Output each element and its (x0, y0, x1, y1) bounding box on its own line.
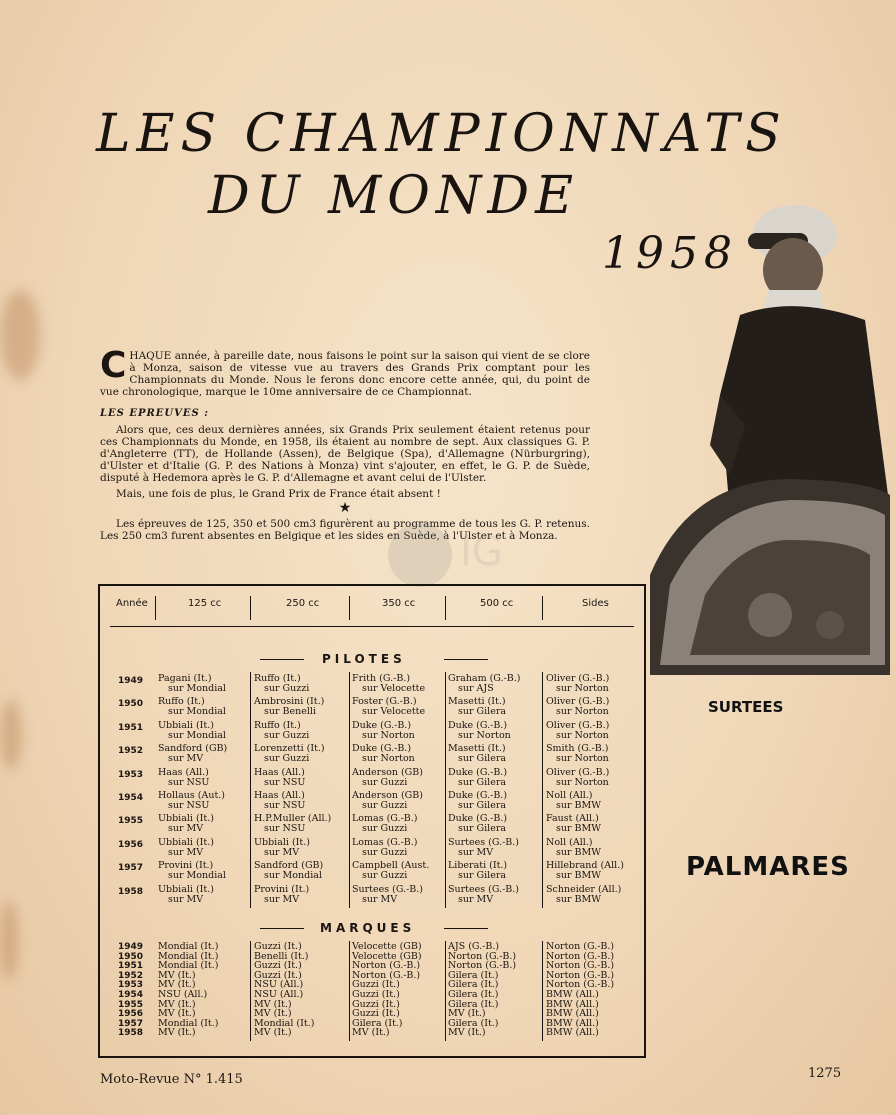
marque-cell: MV (It.) (448, 1008, 486, 1020)
marque-cell: MV (It.) (158, 979, 196, 991)
row-year: 1952 (118, 746, 144, 757)
rider-machine: sur Guzzi (362, 776, 408, 788)
rider-machine: sur MV (458, 893, 494, 905)
marque-cell: BMW (All.) (546, 998, 599, 1010)
row-year: 1953 (118, 980, 144, 991)
rider-machine: sur Mondial (168, 870, 226, 882)
marque-cell: Guzzi (It.) (254, 960, 302, 972)
pilote-cell (546, 674, 609, 694)
marque-cell: MV (It.) (448, 1027, 486, 1039)
rider-name: Noll (All.) (546, 790, 593, 801)
pilote-cell (352, 744, 415, 764)
marque-cell: Gilera (It.) (448, 998, 499, 1010)
rider-name: Masetti (It.) (448, 696, 506, 708)
paper-stain (0, 290, 40, 380)
marque-row (100, 1028, 644, 1038)
marque-cell: MV (It.) (158, 1008, 196, 1020)
rider-machine: sur MV (264, 846, 300, 858)
rider-name: Ubbiali (It.) (254, 836, 310, 848)
rider-machine: sur Norton (458, 729, 511, 741)
rider-machine: sur MV (458, 846, 494, 858)
rider-name: H.P.Muller (All.) (254, 813, 332, 825)
marque-cell: Norton (G.-B.) (448, 950, 517, 962)
rider-name: Ruffo (It.) (254, 719, 301, 731)
svg-text:IG: IG (460, 529, 503, 575)
pilote-cell (352, 697, 425, 717)
marque-cell: MV (It.) (254, 1008, 292, 1020)
rider-name: Haas (All.) (254, 766, 305, 778)
marque-cell: Velocette (GB) (352, 950, 422, 962)
pilotes-rule-left (260, 659, 304, 660)
rider-name: Provini (It.) (254, 883, 310, 895)
marque-cell: Norton (G.-B.) (352, 960, 421, 972)
pilote-row (100, 791, 644, 813)
rider-machine: sur Norton (556, 776, 609, 788)
marque-cell: BMW (All.) (546, 1017, 599, 1029)
marque-cell: Velocette (GB) (352, 941, 422, 952)
rider-machine: sur BMW (556, 800, 602, 811)
marque-cell: Norton (G.-B.) (546, 941, 615, 952)
rider-name: Ruffo (It.) (158, 696, 205, 708)
pilote-row (100, 814, 644, 836)
rider-name: Ambrosini (It.) (254, 696, 325, 708)
footer-publication: Moto-Revue N° 1.415 (100, 1072, 243, 1087)
rider-machine: sur Gilera (458, 870, 507, 882)
rider-name: Ubbiali (It.) (158, 813, 214, 825)
rider-machine: sur BMW (556, 870, 602, 882)
pilote-cell (352, 674, 425, 694)
rider-machine: sur Mondial (168, 683, 226, 694)
row-year: 1957 (118, 863, 144, 874)
marque-cell: Guzzi (It.) (352, 1008, 400, 1020)
rider-machine: sur Mondial (264, 870, 322, 882)
header-350: 350 cc (382, 598, 416, 609)
column-divider (250, 672, 251, 908)
rider-machine: sur Benelli (264, 706, 317, 718)
rider-name: Faust (All.) (546, 813, 599, 825)
rider-name: Duke (G.-B.) (448, 766, 508, 778)
rider-name: Duke (G.-B.) (448, 719, 508, 731)
rider-machine: sur Norton (362, 729, 415, 741)
rider-name: Ruffo (It.) (254, 673, 301, 684)
rider-machine: sur AJS (458, 683, 494, 694)
pilote-cell (158, 838, 214, 858)
header-divider (445, 596, 446, 620)
marque-cell: Benelli (It.) (254, 950, 309, 962)
rider-machine: sur Velocette (362, 683, 426, 694)
marque-cell: Gilera (It.) (448, 969, 499, 981)
marque-cell: MV (It.) (158, 969, 196, 981)
pilotes-rule-right (444, 659, 488, 660)
intro-paragraph-2: Alors que, ces deux dernières années, six Grands Prix seulement étaient retenus pour ces Championnats du Monde, en 1958, ils étaient au nombre de sept. Aux classiques G. P. d'Angleterre (TT), de Hollande (Assen), de Belgique (Spa), d'Allemagne (Nürburgring), d'Ulster et d'Italie (G. P. des Nations à Monza) vint s'ajouter, en effet, le G. P. de Suède, disputé à Hedemora après le G. P. d'Allemagne et avant celui de l'Ulster. (100, 424, 590, 484)
pilote-row (100, 768, 644, 790)
rider-machine: sur BMW (556, 893, 602, 905)
rider-name: Provini (It.) (158, 860, 214, 872)
pilote-cell (448, 721, 511, 741)
row-year: 1956 (118, 839, 144, 850)
rider-name: Duke (G.-B.) (448, 813, 508, 825)
pilote-cell (448, 861, 507, 881)
star-separator: ★ (338, 500, 352, 516)
rider-machine: sur Guzzi (264, 729, 310, 741)
rider-name: Campbell (Aust. (352, 860, 430, 872)
intro-paragraph-1 (100, 345, 590, 398)
row-year: 1953 (118, 769, 144, 780)
rider-machine: sur NSU (168, 800, 210, 811)
pilote-cell (352, 861, 429, 881)
paper-stain (0, 700, 22, 770)
rider-machine: sur MV (362, 893, 398, 905)
rider-name: Graham (G.-B.) (448, 673, 521, 684)
rider-name: Oliver (G.-B.) (546, 696, 610, 708)
row-year: 1957 (118, 1018, 144, 1029)
pilote-cell (254, 814, 331, 834)
rider-machine: sur Gilera (458, 776, 507, 788)
rider-name: Duke (G.-B.) (352, 719, 412, 731)
marque-cell: AJS (G.-B.) (448, 941, 500, 952)
pilote-cell (546, 697, 609, 717)
rider-name: Pagani (It.) (158, 673, 212, 684)
column-divider (349, 672, 350, 908)
rider-name: Hollaus (Aut.) (158, 790, 225, 801)
rider-photo (650, 195, 890, 675)
pilote-cell (254, 674, 309, 694)
rider-name: Ubbiali (It.) (158, 719, 214, 731)
rider-name: Oliver (G.-B.) (546, 673, 610, 684)
pilote-cell (448, 814, 507, 834)
row-year: 1954 (118, 793, 144, 803)
rider-name: Surtees (G.-B.) (448, 836, 520, 848)
marque-cell: Mondial (It.) (158, 941, 219, 952)
column-divider (349, 941, 350, 1041)
pilote-cell (352, 814, 418, 834)
pilote-row (100, 838, 644, 860)
rider-name: Anderson (GB) (352, 766, 423, 778)
pilote-cell (546, 861, 624, 881)
rider-machine: sur Guzzi (362, 846, 408, 858)
pilote-cell (158, 814, 214, 834)
header-divider (542, 596, 543, 620)
marque-cell: BMW (All.) (546, 1008, 599, 1020)
rider-name: Lomas (G.-B.) (352, 836, 418, 848)
row-year: 1955 (118, 816, 144, 827)
pilote-cell (546, 744, 609, 764)
palmares-title: PALMARES (686, 852, 850, 882)
pilote-cell (158, 721, 226, 741)
rider-machine: sur Velocette (362, 706, 426, 718)
marque-cell: NSU (All.) (254, 989, 304, 1000)
intro-paragraph-3: Mais, une fois de plus, le Grand Prix de France était absent ! (116, 488, 441, 500)
row-year: 1951 (118, 961, 144, 972)
palmares-table (98, 584, 646, 1058)
rider-name: Oliver (G.-B.) (546, 719, 610, 731)
rider-name: Lorenzetti (It.) (254, 743, 325, 755)
row-year: 1951 (118, 722, 144, 733)
pilote-cell (254, 721, 309, 741)
rider-name: Surtees (G.-B.) (352, 883, 424, 895)
marque-cell: Mondial (It.) (254, 1017, 315, 1029)
footer-page-number: 1275 (808, 1066, 842, 1081)
pilote-cell (546, 885, 621, 905)
rider-name: Schneider (All.) (546, 883, 622, 895)
header-divider (250, 596, 251, 620)
pilote-cell (254, 838, 310, 858)
marques-rule-right (444, 928, 488, 929)
header-underline (110, 626, 634, 627)
marque-cell: MV (It.) (254, 1027, 292, 1039)
pilote-cell (158, 744, 227, 764)
intro-paragraph-4: Les épreuves de 125, 350 et 500 cm3 figurèrent au programme de tous les G. P. retenus. Les 250 cm3 furent absentes en Belgique et les sides en Suède, à l'Ulster et à Monza. (100, 518, 590, 542)
pilote-cell (158, 768, 209, 788)
column-divider (445, 672, 446, 908)
rider-name: Surtees (G.-B.) (448, 883, 520, 895)
marque-cell: Mondial (It.) (158, 950, 219, 962)
row-year: 1949 (118, 676, 144, 686)
rider-name: Masetti (It.) (448, 743, 506, 755)
paper-stain (0, 900, 18, 980)
pilote-row (100, 861, 644, 883)
section-heading-epreuves: LES EPREUVES : (100, 408, 209, 419)
rider-name: Anderson (GB) (352, 790, 423, 801)
rider-name: Frith (G.-B.) (352, 673, 411, 684)
row-year: 1955 (118, 999, 144, 1010)
marque-cell: Guzzi (It.) (352, 979, 400, 991)
rider-machine: sur MV (264, 893, 300, 905)
intro-paragraph-1-text: HAQUE année, à pareille date, nous faisons le point sur la saison qui vient de se clore à Monza, saison de vitesse vue au travers des Grands Prix comptant pour les Championnats du Monde. Nous le ferons donc encore cette année, qui, du point de vue chronologique, marque le 10me anniversaire de ce Championnat. (100, 350, 590, 398)
title-year: 1958 (602, 228, 738, 279)
marque-cell: BMW (All.) (546, 1027, 599, 1039)
rider-machine: sur Gilera (458, 706, 507, 718)
header-sides: Sides (582, 598, 609, 609)
pilote-row (100, 721, 644, 743)
title-line-2: DU MONDE (208, 166, 580, 226)
rider-machine: sur Norton (362, 753, 415, 765)
marque-cell: Gilera (It.) (448, 979, 499, 991)
marque-cell: Guzzi (It.) (254, 969, 302, 981)
rider-name: Sandford (GB) (158, 743, 228, 755)
pilote-cell (448, 674, 521, 694)
row-year: 1950 (118, 699, 144, 710)
rider-machine: sur Gilera (458, 753, 507, 765)
marque-cell: NSU (All.) (158, 989, 208, 1000)
pilote-cell (448, 697, 506, 717)
marque-cell: MV (It.) (158, 1027, 196, 1039)
pilote-cell (158, 861, 226, 881)
rider-name: Hillebrand (All.) (546, 860, 624, 872)
pilote-cell (448, 744, 506, 764)
marque-cell: Gilera (It.) (448, 1017, 499, 1029)
pilote-cell (352, 768, 423, 788)
pilote-cell (546, 814, 601, 834)
rider-name: Oliver (G.-B.) (546, 766, 610, 778)
row-year: 1954 (118, 990, 144, 1000)
pilote-cell (448, 885, 519, 905)
marque-cell: Mondial (It.) (158, 960, 219, 972)
marques-heading: MARQUES (320, 921, 416, 935)
pilote-cell (352, 885, 423, 905)
row-year: 1949 (118, 942, 144, 952)
header-250: 250 cc (286, 598, 320, 609)
rider-machine: sur MV (168, 753, 204, 765)
rider-machine: sur Gilera (458, 823, 507, 835)
marque-cell: Guzzi (It.) (352, 989, 400, 1000)
pilote-row (100, 885, 644, 907)
rider-name: Haas (All.) (158, 766, 209, 778)
photo-caption: SURTEES (708, 698, 784, 716)
rider-name: Duke (G.-B.) (448, 790, 508, 801)
marque-cell: MV (It.) (352, 1027, 390, 1039)
rider-name: Noll (All.) (546, 836, 593, 848)
rider-name: Duke (G.-B.) (352, 743, 412, 755)
pilote-cell (546, 838, 601, 858)
row-year: 1956 (118, 1009, 144, 1020)
rider-machine: sur Norton (556, 753, 609, 765)
column-divider (542, 672, 543, 908)
pilotes-heading: PILOTES (322, 652, 406, 666)
rider-machine: sur Norton (556, 683, 609, 694)
rider-name: Ubbiali (It.) (158, 883, 214, 895)
marque-cell: Norton (G.-B.) (546, 969, 615, 981)
marque-cell: Norton (G.-B.) (352, 969, 421, 981)
rider-machine: sur NSU (264, 800, 306, 811)
column-divider (445, 941, 446, 1041)
rider-machine: sur NSU (168, 776, 210, 788)
header-annee: Année (116, 598, 148, 609)
header-divider (155, 596, 156, 620)
marque-cell: Norton (G.-B.) (546, 950, 615, 962)
header-125: 125 cc (188, 598, 222, 609)
pilote-row (100, 744, 644, 766)
rider-name: Ubbiali (It.) (158, 836, 214, 848)
pilote-cell (158, 885, 214, 905)
rider-machine: sur MV (168, 893, 204, 905)
rider-name: Haas (All.) (254, 790, 305, 801)
rider-name: Sandford (GB) (254, 860, 324, 872)
pilote-cell (546, 791, 601, 811)
rider-name: Foster (G.-B.) (352, 696, 417, 708)
rider-machine: sur Guzzi (362, 870, 408, 882)
rider-machine: sur NSU (264, 776, 306, 788)
rider-machine: sur Mondial (168, 729, 226, 741)
pilote-cell (254, 697, 324, 717)
row-year: 1950 (118, 951, 144, 962)
pilote-cell (448, 768, 507, 788)
pilote-cell (352, 791, 423, 811)
rider-name: Lomas (G.-B.) (352, 813, 418, 825)
rider-machine: sur BMW (556, 823, 602, 835)
marque-cell: BMW (All.) (546, 989, 599, 1000)
row-year: 1952 (118, 970, 144, 981)
marque-cell: Norton (G.-B.) (448, 960, 517, 972)
marque-cell: Guzzi (It.) (254, 941, 302, 952)
header-divider (349, 596, 350, 620)
pilote-cell (448, 838, 519, 858)
rider-machine: sur Guzzi (362, 823, 408, 835)
rider-machine: sur Norton (556, 706, 609, 718)
pilote-cell (546, 721, 609, 741)
pilote-cell (254, 768, 305, 788)
rider-name: Smith (G.-B.) (546, 743, 609, 755)
pilote-row (100, 674, 644, 696)
pilote-cell (254, 885, 309, 905)
pilote-cell (254, 791, 305, 811)
rider-name: Liberati (It.) (448, 860, 508, 872)
rider-machine: sur NSU (264, 823, 306, 835)
rider-machine: sur BMW (556, 846, 602, 858)
pilote-cell (254, 861, 323, 881)
pilote-cell (352, 721, 415, 741)
pilote-cell (352, 838, 418, 858)
marque-cell: Norton (G.-B.) (546, 960, 615, 972)
marque-cell: MV (It.) (254, 998, 292, 1010)
marque-cell: MV (It.) (158, 998, 196, 1010)
pilote-cell (158, 791, 225, 811)
marque-cell: Gilera (It.) (448, 989, 499, 1000)
rider-machine: sur Guzzi (264, 753, 310, 765)
marque-cell: Gilera (It.) (352, 1017, 403, 1029)
pilote-cell (448, 791, 507, 811)
pilote-row (100, 697, 644, 719)
title-line-1: LES CHAMPIONNATS (96, 104, 787, 164)
row-year: 1958 (118, 1028, 144, 1039)
rider-machine: sur Gilera (458, 800, 507, 811)
column-divider (250, 941, 251, 1041)
pilote-cell (546, 768, 609, 788)
pilote-cell (254, 744, 325, 764)
rider-machine: sur Mondial (168, 706, 226, 718)
column-divider (542, 941, 543, 1041)
marque-cell: NSU (All.) (254, 979, 304, 991)
rider-machine: sur Guzzi (264, 683, 310, 694)
marque-cell: Norton (G.-B.) (546, 979, 615, 991)
rider-machine: sur MV (168, 823, 204, 835)
pilote-cell (158, 697, 226, 717)
rider-machine: sur Norton (556, 729, 609, 741)
row-year: 1958 (118, 886, 144, 897)
marque-cell: Mondial (It.) (158, 1017, 219, 1029)
header-500: 500 cc (480, 598, 514, 609)
rider-machine: sur Guzzi (362, 800, 408, 811)
dropcap: C (100, 345, 127, 386)
pilote-cell (158, 674, 226, 694)
rider-machine: sur MV (168, 846, 204, 858)
marques-rule-left (260, 928, 304, 929)
marque-cell: Guzzi (It.) (352, 998, 400, 1010)
